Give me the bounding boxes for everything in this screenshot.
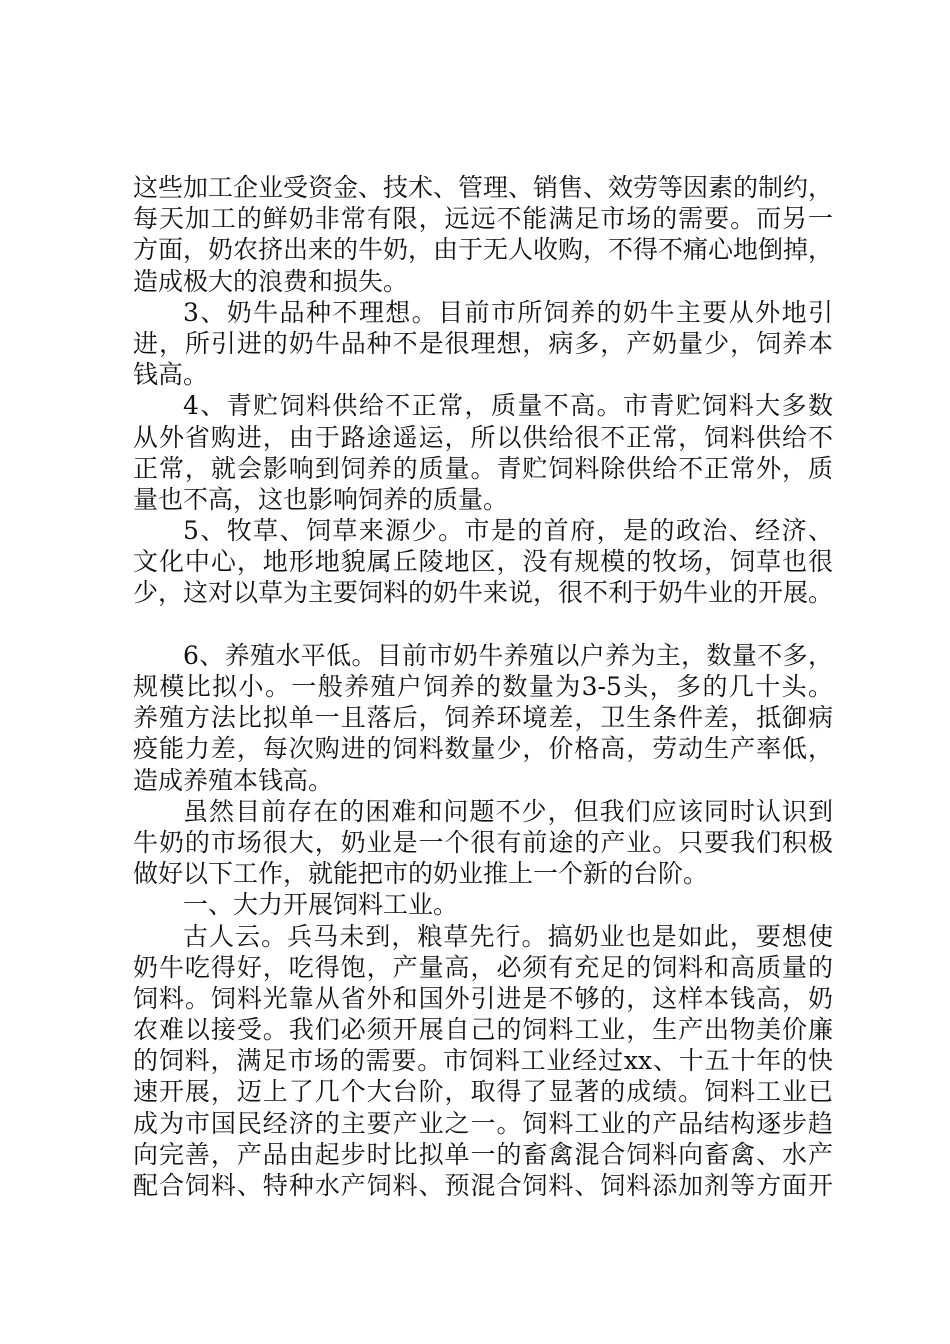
text-line: 古人云。兵马未到，粮草先行。搞奶业也是如此，要想使 (183, 921, 833, 951)
text-line: 做好以下工作，就能把市的奶业推上一个新的台阶。 (133, 859, 709, 889)
document-body (133, 172, 833, 1201)
section-heading: 一、大力开展饲料工业。 (183, 890, 459, 920)
text-line: 虽然目前存在的困难和问题不少，但我们应该同时认识到 (183, 796, 833, 826)
paragraph-gap (133, 609, 833, 640)
text-line: 牛奶的市场很大，奶业是一个很有前途的产业。只要我们积极 (133, 827, 833, 857)
text-line: 4、青贮饲料供给不正常，质量不高。市青贮饲料大多数 (183, 391, 833, 421)
text-line: 这些加工企业受资金、技术、管理、销售、效劳等因素的制约， (133, 173, 834, 202)
text-line: 奶牛吃得好，吃得饱，产量高，必须有充足的饲料和高质量的 (133, 952, 833, 982)
text-line: 疫能力差，每次购进的饲料数量少，价格高，劳动生产率低， (133, 734, 833, 764)
text-line: 从外省购进，由于路途遥运，所以供给很不正常，饲料供给不 (133, 422, 833, 452)
text-line: 每天加工的鲜奶非常有限，远远不能满足市场的需要。而另一 (133, 204, 833, 234)
text-line: 6、养殖水平低。目前市奶牛养殖以户养为主，数量不多， (183, 640, 833, 670)
text-line: 方面，奶农挤出来的牛奶，由于无人收购，不得不痛心地倒掉， (133, 235, 834, 265)
text-line: 3、奶牛品种不理想。目前市所饲养的奶牛主要从外地引 (183, 297, 833, 327)
text-line: 饲料。饲料光靠从省外和国外引进是不够的，这样本钱高，奶 (133, 983, 833, 1013)
text-line: 向完善，产品由起步时比拟单一的畜禽混合饲料向畜禽、水产 (133, 1139, 833, 1169)
text-line: 量也不高，这也影响饲养的质量。 (133, 484, 509, 514)
text-line: 造成极大的浪费和损失。 (133, 266, 409, 296)
text-line: 农难以接受。我们必须开展自己的饲料工业，生产出物美价廉 (133, 1015, 833, 1045)
text-line: 成为市国民经济的主要产业之一。饲料工业的产品结构逐步趋 (133, 1108, 833, 1138)
text-line: 速开展，迈上了几个大台阶，取得了显著的成绩。饲料工业已 (133, 1077, 833, 1107)
text-line: 少，这对以草为主要饲料的奶牛来说，很不利于奶牛业的开展。 (133, 578, 834, 608)
text-line: 文化中心，地形地貌属丘陵地区，没有规模的牧场，饲草也很 (133, 547, 833, 577)
text-line: 配合饲料、特种水产饲料、预混合饲料、饲料添加剂等方面开 (133, 1171, 833, 1200)
text-line: 进，所引进的奶牛品种不是很理想，病多，产奶量少，饲养本 (133, 328, 833, 358)
text-line: 5、牧草、饲草来源少。市是的首府，是的政治、经济、 (183, 516, 833, 546)
text-line: 造成养殖本钱高。 (133, 765, 334, 795)
text-line: 养殖方法比拟单一且落后，饲养环境差，卫生条件差，抵御病 (133, 703, 833, 733)
text-line: 钱高。 (133, 360, 209, 390)
text-line: 规模比拟小。一般养殖户饲养的数量为3-5头，多的几十头。 (133, 672, 833, 701)
text-line: 正常，就会影响到饲养的质量。青贮饲料除供给不正常外，质 (133, 453, 833, 483)
text-line: 的饲料，满足市场的需要。市饲料工业经过xx、十五十年的快 (133, 1046, 833, 1076)
